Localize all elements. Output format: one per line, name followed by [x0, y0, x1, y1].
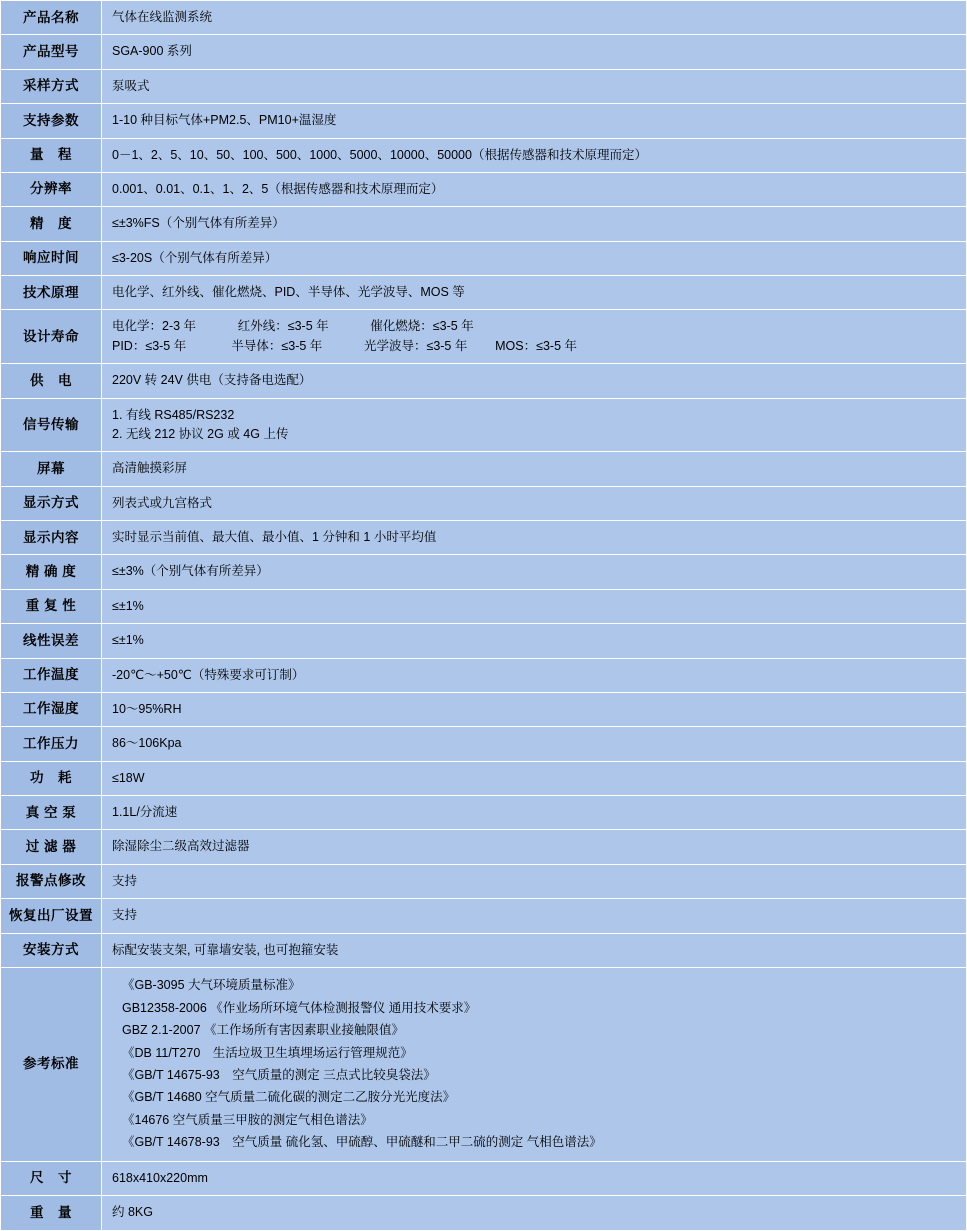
row-label-installation-method: 安装方式 [1, 933, 102, 967]
table-row [1, 864, 967, 898]
table-row [1, 1196, 967, 1230]
row-label-alarm-point-modification: 报警点修改 [1, 864, 102, 898]
lifespan-line-1: 电化学：2-3 年 红外线：≤3-5 年 催化燃烧：≤3-5 年 [112, 319, 474, 334]
row-label-precision: 精 确 度 [1, 555, 102, 589]
table-row [1, 692, 967, 726]
signal-line-1: 1. 有线 RS485/RS232 [112, 407, 235, 422]
row-label-power-supply: 供 电 [1, 364, 102, 398]
row-value-repeatability: ≤±1% [102, 589, 967, 623]
row-value-power-consumption: ≤18W [102, 761, 967, 795]
table-row [1, 589, 967, 623]
row-label-technology-principle: 技术原理 [1, 276, 102, 310]
table-row [1, 364, 967, 398]
table-row [1, 172, 967, 206]
row-value-vacuum-pump: 1.1L/分流速 [102, 796, 967, 830]
row-label-display-mode: 显示方式 [1, 486, 102, 520]
row-label-design-lifespan: 设计寿命 [1, 310, 102, 364]
standard-line-5: 《GB/T 14675-93 空气质量的测定 三点式比较臭袋法》 [122, 1067, 436, 1082]
row-value-sampling-method: 泵吸式 [102, 69, 967, 103]
row-value-working-temperature: -20℃～+50℃（特殊要求可订制） [102, 658, 967, 692]
row-label-factory-reset: 恢复出厂设置 [1, 899, 102, 933]
table-row [1, 398, 967, 452]
table-row [1, 967, 967, 1161]
row-value-weight: 约 8KG [102, 1196, 967, 1230]
standard-line-1: 《GB-3095 大气环境质量标准》 [122, 978, 301, 993]
table-row [1, 1, 967, 35]
row-value-supported-parameters: 1-10 种目标气体+PM2.5、PM10+温湿度 [102, 104, 967, 138]
table-row [1, 1161, 967, 1195]
table-row [1, 761, 967, 795]
row-label-accuracy: 精 度 [1, 207, 102, 241]
table-row [1, 933, 967, 967]
row-label-reference-standards: 参考标准 [1, 967, 102, 1161]
table-row [1, 624, 967, 658]
lifespan-line-2: PID：≤3-5 年 半导体：≤3-5 年 光学波导：≤3-5 年 MOS：≤3-5 年 [112, 338, 578, 353]
table-row [1, 241, 967, 275]
row-value-range: 0－1、2、5、10、50、100、500、1000、5000、10000、50000（根据传感器和技术原理而定） [102, 138, 967, 172]
standard-line-3: GBZ 2.1-2007 《工作场所有害因素职业接触限值》 [122, 1023, 404, 1038]
row-value-linearity-error: ≤±1% [102, 624, 967, 658]
row-value-display-mode: 列表式或九宫格式 [102, 486, 967, 520]
row-label-range: 量 程 [1, 138, 102, 172]
row-value-screen: 高清触摸彩屏 [102, 452, 967, 486]
row-label-working-pressure: 工作压力 [1, 727, 102, 761]
row-label-vacuum-pump: 真 空 泵 [1, 796, 102, 830]
row-value-alarm-point-modification: 支持 [102, 864, 967, 898]
row-label-display-content: 显示内容 [1, 521, 102, 555]
signal-line-2: 2. 无线 212 协议 2G 或 4G 上传 [112, 426, 289, 441]
row-value-display-content: 实时显示当前值、最大值、最小值、1 分钟和 1 小时平均值 [102, 521, 967, 555]
row-label-filter: 过 滤 器 [1, 830, 102, 864]
row-value-working-humidity: 10～95%RH [102, 692, 967, 726]
row-label-signal-transmission: 信号传输 [1, 398, 102, 452]
row-value-reference-standards [102, 967, 967, 1161]
row-value-accuracy: ≤±3%FS（个别气体有所差异） [102, 207, 967, 241]
row-value-filter: 除湿除尘二级高效过滤器 [102, 830, 967, 864]
table-row [1, 727, 967, 761]
standard-line-2: GB12358-2006 《作业场所环境气体检测报警仪 通用技术要求》 [122, 1000, 477, 1015]
row-label-weight: 重 量 [1, 1196, 102, 1230]
row-value-precision: ≤±3%（个别气体有所差异） [102, 555, 967, 589]
row-label-working-temperature: 工作温度 [1, 658, 102, 692]
table-row [1, 276, 967, 310]
row-label-product-name: 产品名称 [1, 1, 102, 35]
row-label-linearity-error: 线性误差 [1, 624, 102, 658]
table-row [1, 310, 967, 364]
table-row [1, 830, 967, 864]
row-value-technology-principle: 电化学、红外线、催化燃烧、PID、半导体、光学波导、MOS 等 [102, 276, 967, 310]
row-label-resolution: 分辨率 [1, 172, 102, 206]
table-row [1, 555, 967, 589]
row-value-factory-reset: 支持 [102, 899, 967, 933]
table-row [1, 104, 967, 138]
row-value-working-pressure: 86～106Kpa [102, 727, 967, 761]
row-label-sampling-method: 采样方式 [1, 69, 102, 103]
table-row [1, 486, 967, 520]
table-row [1, 899, 967, 933]
row-value-signal-transmission [102, 398, 967, 452]
standard-line-8: 《GB/T 14678-93 空气质量 硫化氢、甲硫醇、甲硫醚和二甲二硫的测定 气相色谱法》 [122, 1135, 602, 1149]
row-value-response-time: ≤3-20S（个别气体有所差异） [102, 241, 967, 275]
row-label-dimensions: 尺 寸 [1, 1161, 102, 1195]
table-row [1, 138, 967, 172]
table-row [1, 35, 967, 69]
table-row [1, 521, 967, 555]
row-label-working-humidity: 工作湿度 [1, 692, 102, 726]
row-label-product-model: 产品型号 [1, 35, 102, 69]
table-row [1, 658, 967, 692]
standard-line-4: 《DB 11/T270 生活垃圾卫生填埋场运行管理规范》 [122, 1045, 413, 1060]
spec-table-body [1, 1, 967, 1231]
table-row [1, 452, 967, 486]
row-label-screen: 屏幕 [1, 452, 102, 486]
table-row [1, 796, 967, 830]
row-value-product-model: SGA-900 系列 [102, 35, 967, 69]
row-value-installation-method: 标配安装支架, 可靠墙安装, 也可抱箍安装 [102, 933, 967, 967]
standard-line-7: 《14676 空气质量三甲胺的测定气相色谱法》 [122, 1112, 373, 1127]
row-value-power-supply: 220V 转 24V 供电（支持备电选配） [102, 364, 967, 398]
row-value-dimensions: 618x410x220mm [102, 1161, 967, 1195]
row-value-product-name: 气体在线监测系统 [102, 1, 967, 35]
row-label-supported-parameters: 支持参数 [1, 104, 102, 138]
table-row [1, 207, 967, 241]
row-value-design-lifespan [102, 310, 967, 364]
standard-line-6: 《GB/T 14680 空气质量二硫化碳的测定二乙胺分光光度法》 [122, 1090, 456, 1105]
row-value-resolution: 0.001、0.01、0.1、1、2、5（根据传感器和技术原理而定） [102, 172, 967, 206]
row-label-power-consumption: 功 耗 [1, 761, 102, 795]
row-label-repeatability: 重 复 性 [1, 589, 102, 623]
table-row [1, 69, 967, 103]
row-label-response-time: 响应时间 [1, 241, 102, 275]
